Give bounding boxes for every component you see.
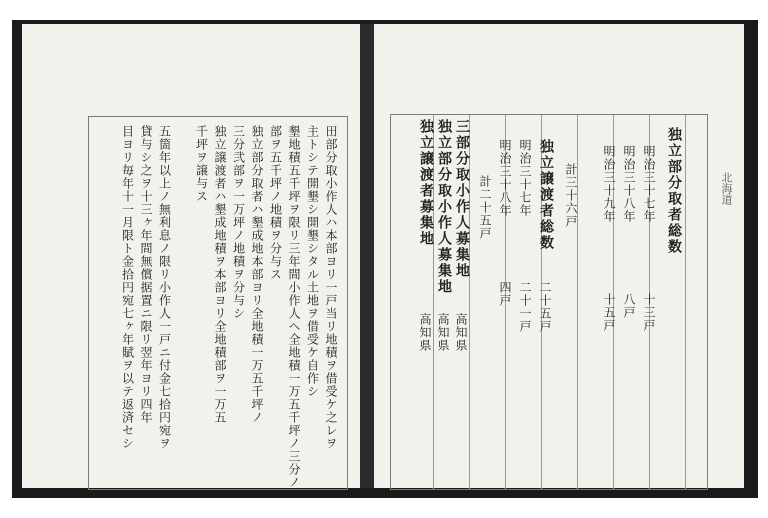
household-count: 四戸 xyxy=(498,281,512,307)
left-text-column: 三分弐部ヲ一万坪ノ地積ヲ分与シ xyxy=(231,125,246,320)
household-count: 十五戸 xyxy=(602,293,616,332)
prefecture: 高知県 xyxy=(454,313,468,352)
prefecture: 高知県 xyxy=(436,313,450,352)
recruitment-label: 独立譲渡者募集地 xyxy=(418,119,434,247)
column-rule xyxy=(685,115,686,489)
household-count: 八戸 xyxy=(622,293,636,319)
left-text-column: 目ヨリ毎年十一月限ト金拾円宛七ヶ年賦ヲ以テ返済セシ xyxy=(120,125,135,450)
left-text-column: 主トシテ開墾シ開墾シタル土地ヲ借受ケ自作シ xyxy=(305,125,320,398)
left-text-column: 五箇年以上ノ無利息ノ限リ小作人一戸ニ付金七拾円宛ヲ xyxy=(157,125,172,450)
edge-text: 北海道 xyxy=(720,172,733,205)
year-label: 明治三十八年 xyxy=(498,139,512,217)
year-label: 明治三十七年 xyxy=(518,139,532,217)
table-title: 独立譲渡者総数 xyxy=(538,139,554,251)
household-count: 二十五戸 xyxy=(538,281,552,333)
recruitment-label: 三部分取小作人募集地 xyxy=(454,119,470,279)
left-text-column: 独立部分取者ハ墾成地本部ヨリ全地積一万五千坪ノ xyxy=(250,125,264,424)
left-text-column: 田部分取小作人ハ本部ヨリ一戸当リ地積ヲ借受ケ之レヲ xyxy=(324,125,338,450)
left-page xyxy=(22,24,360,502)
left-text-column: 部ヲ五千坪ノ地積ヲ分与ス xyxy=(268,125,283,281)
right-page xyxy=(374,24,744,488)
recruitment-label: 独立部分取小作人募集地 xyxy=(436,119,452,295)
table-title: 独立部分取者総数 xyxy=(666,127,682,255)
household-count: 二十一戸 xyxy=(518,281,532,333)
left-text-column: 貸与シ之ヲ十三ヶ年間無償据置ニ限リ翌年ヨリ四年 xyxy=(139,125,153,424)
year-label: 明治三十八年 xyxy=(622,145,636,223)
household-count: 十三戸 xyxy=(642,293,656,332)
prefecture: 高知県 xyxy=(418,313,432,352)
left-text-column: 千坪ヲ譲与ス xyxy=(194,125,209,203)
left-text-column: 独立譲渡者ハ墾成地積ヲ本部ヨリ全地積部ヲ一万五 xyxy=(213,125,227,424)
total-label: 計三十六戸 xyxy=(564,163,578,228)
year-label: 明治三十九年 xyxy=(602,145,616,223)
total-label: 計二十五戸 xyxy=(478,175,492,240)
left-text-column: 墾地積五千坪ヲ限リ三年間小作人ヘ全地積一万五千坪ノ三分ノ一 xyxy=(287,125,301,502)
book-gutter xyxy=(360,24,374,488)
year-label: 明治三十七年 xyxy=(642,145,656,223)
right-ruled-frame xyxy=(390,114,708,490)
left-text-frame xyxy=(88,116,348,502)
